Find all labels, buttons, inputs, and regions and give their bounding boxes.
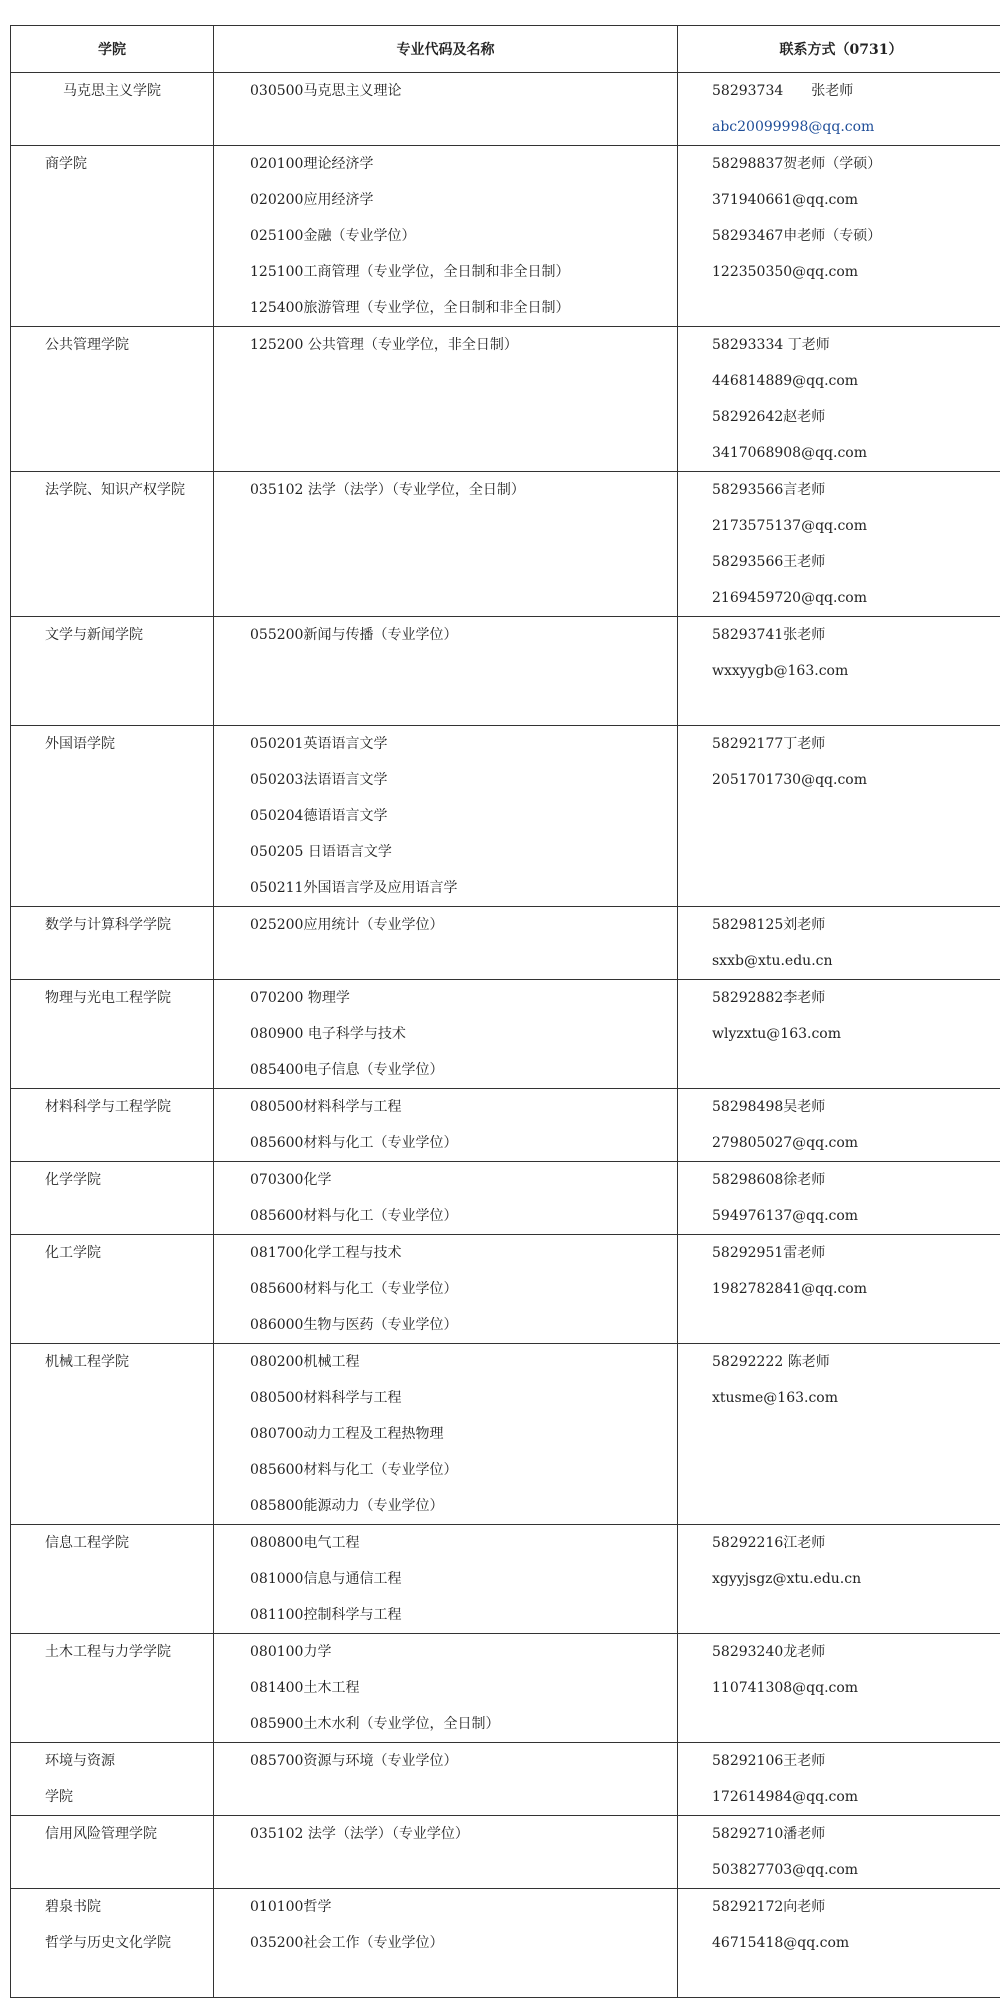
major-item: 081700化学工程与技术 [250,1245,402,1261]
majors-cell [214,1089,678,1162]
contact-email[interactable]: abc20099998@qq.com [712,119,875,135]
empty-line [11,1016,213,1052]
contact-email: 46715418@qq.com [712,1935,850,1951]
empty-line [11,1961,213,1997]
empty-line [678,1706,1000,1742]
majors-cell [214,1162,678,1235]
college-name: 物理与光电工程学院 [45,990,171,1006]
empty-line [11,254,213,290]
empty-line [678,1452,1000,1488]
contact-email: xtusme@163.com [712,1390,838,1406]
contact-cell [678,1743,1000,1816]
major-item: 081400土木工程 [250,1680,360,1696]
major-item: 085900土木水利（专业学位，全日制） [250,1716,500,1732]
empty-line [11,1670,213,1706]
contact-phone: 58292642赵老师 [712,409,826,425]
contact-cell [678,1162,1000,1235]
contact-phone: 58298608徐老师 [712,1172,826,1188]
college-cell [11,1089,214,1162]
college-name: 公共管理学院 [45,337,129,353]
college-cell [11,1634,214,1743]
contact-email: 594976137@qq.com [712,1208,859,1224]
college-name: 数学与计算科学学院 [45,917,171,933]
empty-line [214,1779,677,1815]
major-item: 080800电气工程 [250,1535,360,1551]
empty-line [11,1416,213,1452]
empty-line [214,399,677,435]
college-name: 商学院 [45,156,87,172]
majors-cell [214,617,678,726]
contact-phone: 58293467申老师（专硕） [712,228,882,244]
empty-line [11,689,213,725]
major-item: 081100控制科学与工程 [250,1607,402,1623]
table-row [11,1816,1000,1889]
empty-line [11,435,213,471]
major-item: 080500材料科学与工程 [250,1099,402,1115]
contact-cell [678,980,1000,1089]
table-row [11,1162,1000,1235]
contact-cell [678,146,1000,327]
major-item: 035200社会工作（专业学位） [250,1935,444,1951]
college-cell [11,1235,214,1344]
college-cell [11,980,214,1089]
college-name: 法学院、知识产权学院 [45,482,185,498]
major-item: 050201英语语言文学 [250,736,388,752]
majors-cell [214,907,678,980]
major-item: 080100力学 [250,1644,332,1660]
empty-line [11,182,213,218]
empty-line [678,1488,1000,1524]
contact-phone: 58292172向老师 [712,1899,826,1915]
major-item: 020100理论经济学 [250,156,374,172]
empty-line [214,363,677,399]
major-item: 085700资源与环境（专业学位） [250,1753,458,1769]
contact-email: 1982782841@qq.com [712,1281,867,1297]
table-row [11,472,1000,617]
major-item: 035102 法学（法学）（专业学位，全日制） [250,482,525,498]
majors-cell [214,1816,678,1889]
college-cell [11,1743,214,1816]
majors-cell [214,1889,678,1998]
major-item: 085600材料与化工（专业学位） [250,1135,458,1151]
table-row [11,1525,1000,1634]
contact-phone: 58292106王老师 [712,1753,826,1769]
empty-line [11,870,213,906]
college-cell [11,146,214,327]
contact-cell [678,472,1000,617]
college-name: 材料科学与工程学院 [45,1099,171,1115]
empty-line [11,218,213,254]
header-contact: 联系方式（0731） [678,26,1000,73]
contact-email: 122350350@qq.com [712,264,859,280]
empty-line [678,870,1000,906]
college-name: 碧泉书院 [45,1899,101,1915]
table-row [11,1743,1000,1816]
major-item: 080900 电子科学与技术 [250,1026,406,1042]
college-cell [11,73,214,146]
empty-line [11,1488,213,1524]
contact-phone: 58292882李老师 [712,990,826,1006]
empty-line [678,1052,1000,1088]
majors-cell [214,472,678,617]
contact-cell [678,617,1000,726]
contact-email: xgyyjsgz@xtu.edu.cn [712,1571,862,1587]
empty-line [678,290,1000,326]
empty-line [11,1561,213,1597]
empty-line [678,834,1000,870]
contact-phone: 58292216江老师 [712,1535,826,1551]
empty-line [11,290,213,326]
empty-line [11,363,213,399]
contact-email: 446814889@qq.com [712,373,859,389]
majors-cell [214,146,678,327]
college-name: 信息工程学院 [45,1535,129,1551]
college-name: 化学学院 [45,1172,101,1188]
empty-line [11,544,213,580]
college-name: 机械工程学院 [45,1354,129,1370]
table-row [11,617,1000,726]
contact-cell [678,327,1000,472]
majors-cell [214,1525,678,1634]
empty-line [214,653,677,689]
college-name: 哲学与历史文化学院 [45,1935,171,1951]
empty-line [11,762,213,798]
college-name: 外国语学院 [45,736,115,752]
college-cell [11,1344,214,1525]
majors-cell [214,1344,678,1525]
major-item: 050203法语语言文学 [250,772,388,788]
empty-line [214,508,677,544]
empty-line [214,435,677,471]
major-item: 085600材料与化工（专业学位） [250,1281,458,1297]
contact-cell [678,1235,1000,1344]
table-row [11,327,1000,472]
contact-email: wlyzxtu@163.com [712,1026,842,1042]
empty-line [11,798,213,834]
contact-cell [678,1889,1000,1998]
major-item: 125400旅游管理（专业学位，全日制和非全日制） [250,300,570,316]
college-name: 环境与资源 [45,1753,115,1769]
college-name: 马克思主义学院 [63,83,161,99]
contact-phone: 58293566王老师 [712,554,826,570]
contact-phone: 58293240龙老师 [712,1644,826,1660]
table-row [11,1235,1000,1344]
contact-email: wxxyygb@163.com [712,663,849,679]
major-item: 070300化学 [250,1172,332,1188]
contact-cell [678,1344,1000,1525]
contact-email: 2051701730@qq.com [712,772,867,788]
major-item: 050211外国语言学及应用语言学 [250,880,458,896]
contact-email: 172614984@qq.com [712,1789,859,1805]
major-item: 070200 物理学 [250,990,350,1006]
table-row [11,1344,1000,1525]
contact-cell [678,1089,1000,1162]
major-item: 086000生物与医药（专业学位） [250,1317,458,1333]
contact-phone: 58293734 张老师 [712,83,854,99]
college-name: 学院 [45,1789,73,1805]
college-cell [11,1889,214,1998]
contact-cell [678,1634,1000,1743]
empty-line [11,653,213,689]
empty-line [11,1852,213,1888]
major-item: 055200新闻与传播（专业学位） [250,627,458,643]
contact-email: sxxb@xtu.edu.cn [712,953,833,969]
major-item: 025200应用统计（专业学位） [250,917,444,933]
contact-cell [678,726,1000,907]
major-item: 025100金融（专业学位） [250,228,416,244]
contact-phone: 58293334 丁老师 [712,337,830,353]
empty-line [11,1125,213,1161]
empty-line [214,689,677,725]
contact-email: 2173575137@qq.com [712,518,867,534]
contact-cell [678,1525,1000,1634]
empty-line [678,1416,1000,1452]
empty-line [11,1307,213,1343]
header-college: 学院 [11,26,214,73]
empty-line [11,1271,213,1307]
college-cell [11,617,214,726]
majors-cell [214,73,678,146]
majors-cell [214,1235,678,1344]
major-item: 035102 法学（法学）（专业学位） [250,1826,469,1842]
major-item: 020200应用经济学 [250,192,374,208]
table-row [11,980,1000,1089]
major-item: 125100工商管理（专业学位，全日制和非全日制） [250,264,570,280]
contact-phone: 58292177丁老师 [712,736,826,752]
table-row [11,907,1000,980]
college-cell [11,327,214,472]
empty-line [678,1307,1000,1343]
empty-line [214,943,677,979]
major-item: 050205 日语语言文学 [250,844,392,860]
major-item: 080200机械工程 [250,1354,360,1370]
college-cell [11,907,214,980]
contact-email: 3417068908@qq.com [712,445,867,461]
contact-phone: 58293566言老师 [712,482,826,498]
majors-cell [214,726,678,907]
major-item: 085400电子信息（专业学位） [250,1062,444,1078]
contact-email: 110741308@qq.com [712,1680,859,1696]
header-row [11,26,1000,73]
major-item: 085600材料与化工（专业学位） [250,1208,458,1224]
major-item: 030500马克思主义理论 [250,83,402,99]
contact-phone: 58292222 陈老师 [712,1354,830,1370]
empty-line [11,399,213,435]
empty-line [11,834,213,870]
table-row [11,146,1000,327]
college-name: 文学与新闻学院 [45,627,143,643]
header-major: 专业代码及名称 [214,26,678,73]
empty-line [11,508,213,544]
empty-line [678,798,1000,834]
empty-line [11,109,213,145]
contact-cell [678,1816,1000,1889]
empty-line [11,1052,213,1088]
table-row [11,726,1000,907]
college-cell [11,1162,214,1235]
contact-phone: 58293741张老师 [712,627,826,643]
college-name: 化工学院 [45,1245,101,1261]
contact-email: 371940661@qq.com [712,192,859,208]
empty-line [214,109,677,145]
empty-line [11,943,213,979]
contact-phone: 58292710潘老师 [712,1826,826,1842]
contact-email: 503827703@qq.com [712,1862,859,1878]
contact-phone: 58298125刘老师 [712,917,826,933]
empty-line [11,1198,213,1234]
major-item: 085600材料与化工（专业学位） [250,1462,458,1478]
majors-cell [214,327,678,472]
table-row [11,73,1000,146]
empty-line [11,1597,213,1633]
college-cell [11,726,214,907]
major-item: 125200 公共管理（专业学位，非全日制） [250,337,518,353]
contact-cell [678,907,1000,980]
empty-line [11,580,213,616]
majors-cell [214,1743,678,1816]
table-row [11,1634,1000,1743]
empty-line [11,1380,213,1416]
major-item: 080700动力工程及工程热物理 [250,1426,444,1442]
empty-line [214,1961,677,1997]
college-cell [11,1525,214,1634]
empty-line [678,1961,1000,1997]
empty-line [11,1706,213,1742]
majors-cell [214,1634,678,1743]
empty-line [214,544,677,580]
contact-phone: 58298498吴老师 [712,1099,826,1115]
college-cell [11,1816,214,1889]
contact-cell [678,73,1000,146]
contact-phone: 58292951雷老师 [712,1245,826,1261]
college-cell [11,472,214,617]
college-name: 信用风险管理学院 [45,1826,157,1842]
table-row [11,1089,1000,1162]
empty-line [214,580,677,616]
contact-email: 2169459720@qq.com [712,590,867,606]
major-item: 080500材料科学与工程 [250,1390,402,1406]
majors-cell [214,980,678,1089]
major-item: 081000信息与通信工程 [250,1571,402,1587]
major-item: 010100哲学 [250,1899,332,1915]
major-item: 085800能源动力（专业学位） [250,1498,444,1514]
empty-line [214,1852,677,1888]
empty-line [678,689,1000,725]
contact-phone: 58298837贺老师（学硕） [712,156,882,172]
empty-line [678,1597,1000,1633]
college-name: 土木工程与力学学院 [45,1644,171,1660]
empty-line [11,1452,213,1488]
contact-email: 279805027@qq.com [712,1135,859,1151]
table-row [11,1889,1000,1998]
contact-table [10,25,1000,1998]
major-item: 050204德语语言文学 [250,808,388,824]
